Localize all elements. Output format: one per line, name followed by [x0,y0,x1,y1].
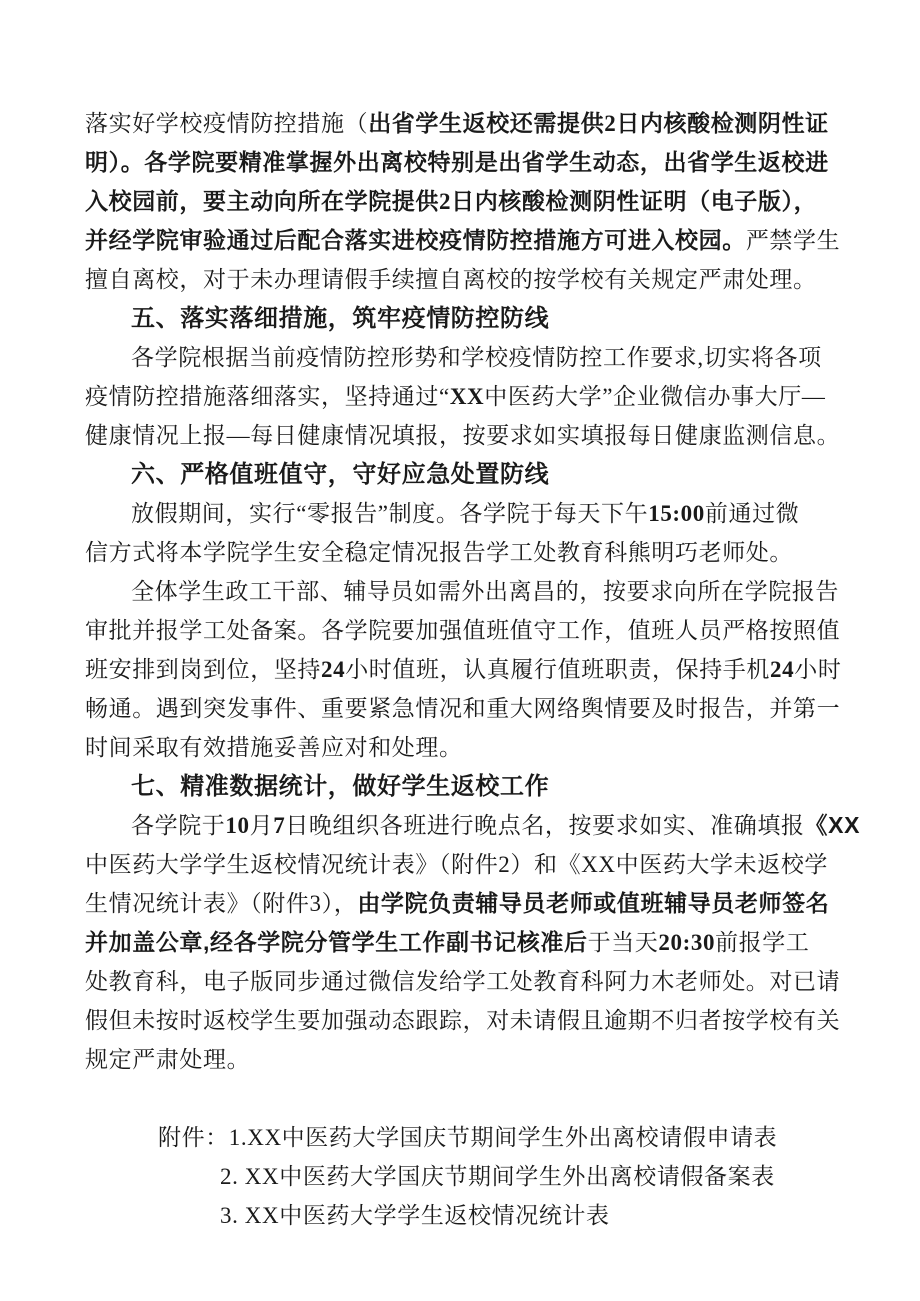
text-line [85,962,885,1001]
text-line [85,104,885,143]
text-run: 健康情况上报—每日健康情况填报，按要求如实填报每日健康监测信息。 [85,423,841,448]
text-line [85,338,885,377]
text-run: 由学院负责辅导员老师或值班辅导员老师签名 [357,890,830,916]
text-line [85,1040,885,1079]
text-run: 假但未按时返校学生要加强动态跟踪，对未请假且逾期不归者按学校有关 [85,1008,841,1033]
text-run: 前报学工 [715,930,810,955]
text-run: 月 [249,813,274,838]
text-run: 2 [604,111,617,136]
text-run: 规定严肃处理。 [85,1047,251,1072]
text-run: 20:30 [658,930,716,955]
text-run: 明）。各学院要精准掌握外出离校特别是出省学生动态，出省学生返校进 [85,149,829,175]
text-line [85,533,885,572]
text-run: 2 [439,189,452,214]
text-run: 七、精准数据统计，做好学生返校工作 [131,773,550,800]
attachment-item [85,1196,885,1235]
text-line [85,1001,885,1040]
text-line [85,221,885,260]
text-run: 畅通。遇到突发事件、重要紧急情况和重大网络舆情要及时报告，并第一 [85,696,841,721]
attachment-item [85,1157,885,1196]
text-run: 全体学生政工干部、辅导员如需外出离昌的，按要求向所在学院报告 [131,579,839,604]
text-line [85,572,885,611]
text-run: 信方式将本学院学生安全稳定情况报告学工处教育科熊明巧老师处。 [85,540,793,565]
text-run: 疫情防控措施落细落实，坚持通过“ [85,384,450,409]
text-run: 日晚组织各班进行晚点名，按要求如实、准确填报 [285,813,805,838]
text-line [85,143,885,182]
text-run: 于当天 [587,930,659,955]
text-run: 日内核酸检测阴性证 [616,110,829,136]
attachment-item [85,1118,885,1157]
text-line [85,845,885,884]
text-run: 小时值班，认真履行值班职责，保持手机 [345,657,771,682]
blank-line [85,1079,885,1118]
text-run: 处教育科，电子版同步通过微信发给学工处教育科阿力木老师处。对已请 [85,969,841,994]
text-line [85,260,885,299]
text-run: 前通过微 [704,501,800,526]
text-run: 《XX [804,812,861,838]
text-line [85,923,885,962]
text-run: 15:00 [648,501,705,526]
text-run: 10 [225,813,250,838]
text-line [85,494,885,533]
text-run: 班安排到岗到位，坚持 [85,657,321,682]
text-run: 2. XX中医药大学国庆节期间学生外出离校请假备案表 [220,1164,775,1189]
text-line [85,884,885,923]
text-run: 严禁学生 [745,228,841,253]
text-run: 放假期间，实行“零报告”制度。各学院于每天下午 [131,501,649,526]
text-run: 审批并报学工处备案。各学院要加强值班值守工作，值班人员严格按照值 [85,618,841,643]
text-run: 日内核酸检测阴性证明（电子版）， [451,188,818,214]
text-run: 擅自离校，对于未办理请假手续擅自离校的按学校有关规定严肃处理。 [85,267,817,292]
text-run: 小时 [794,657,842,682]
text-run: 各学院根据当前疫情防控形势和学校疫情防控工作要求,切实将各项 [131,345,822,370]
text-run: 并加盖公章,经各学院分管学生工作副书记核准后 [85,929,588,955]
text-line [85,611,885,650]
text-run: XX [449,384,485,409]
text-line [85,689,885,728]
text-line [85,806,885,845]
text-run: 中医药大学学生返校情况统计表》（附件2）和《XX中医药大学未返校学 [85,852,829,877]
text-run: 五、落实落细措施，筑牢疫情防控防线 [131,305,550,332]
text-run: 附件：1.XX中医药大学国庆节期间学生外出离校请假申请表 [158,1125,778,1150]
text-run: 24 [321,657,346,682]
text-run: 六、严格值班值守，守好应急处置防线 [131,461,550,488]
text-run: 出省学生返校还需提供 [368,110,605,136]
text-run: 落实好学校疫情防控措施（ [85,111,369,136]
text-run: 生情况统计表》（附件3）， [85,891,358,916]
text-run: 3. XX中医药大学学生返校情况统计表 [220,1203,610,1228]
text-run: 7 [273,813,286,838]
section-heading [85,299,885,338]
text-line [85,182,885,221]
text-line [85,377,885,416]
text-run: 各学院于 [131,813,226,838]
text-run: 24 [770,657,795,682]
text-run: 入校园前，要主动向所在学院提供 [85,188,439,214]
text-line [85,728,885,767]
section-heading [85,767,885,806]
text-line [85,416,885,455]
text-run: 时间采取有效措施妥善应对和处理。 [85,735,463,760]
text-run: 并经学院审验通过后配合落实进校疫情防控措施方可进入校园。 [85,227,746,253]
text-line [85,650,885,689]
document-content [85,104,885,1235]
text-run: 中医药大学”企业微信办事大厅— [484,384,826,409]
section-heading [85,455,885,494]
